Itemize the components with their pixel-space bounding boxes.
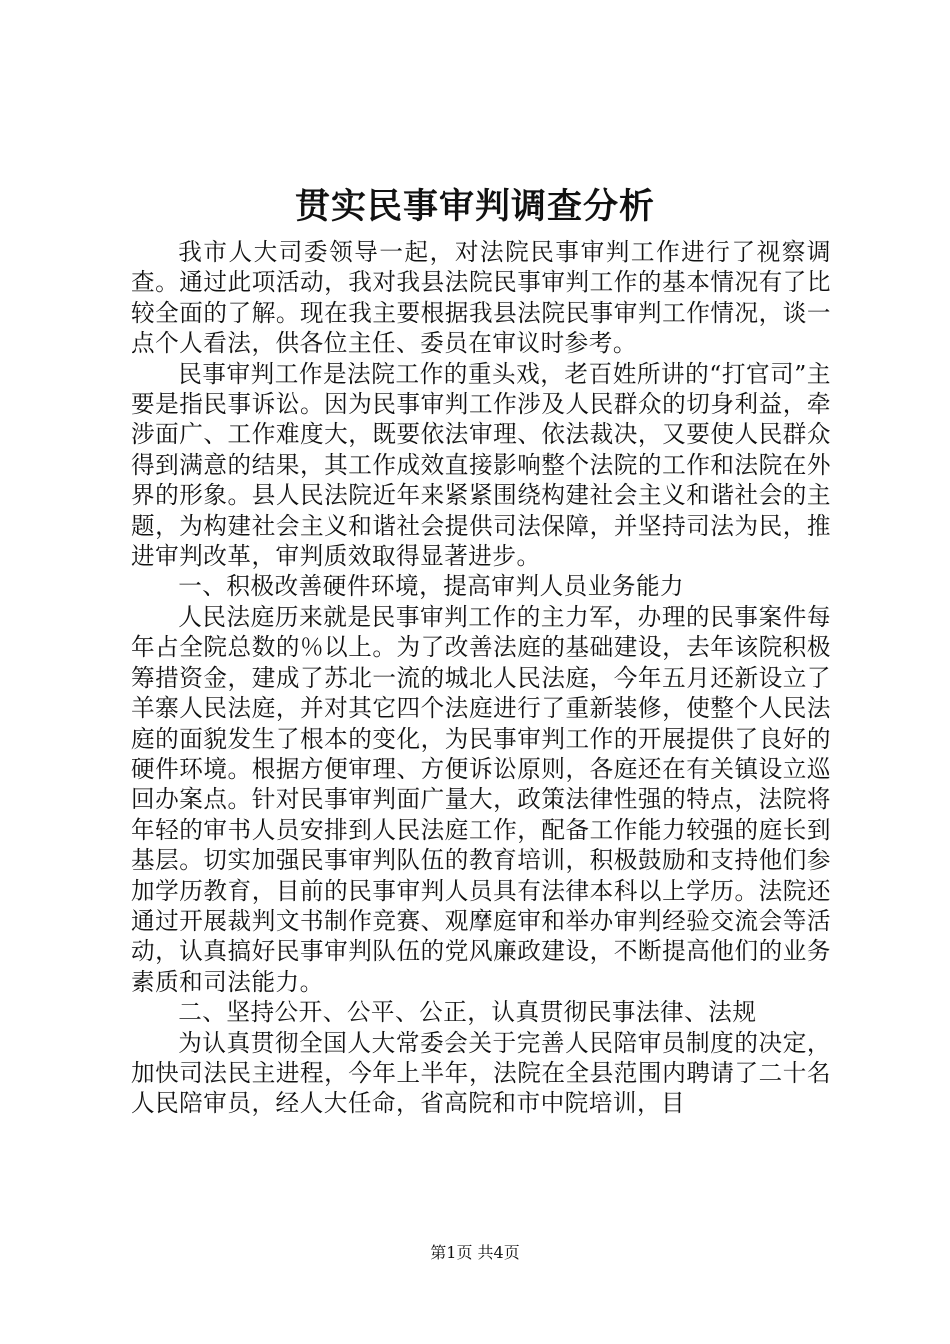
paragraph-section-2: 为认真贯彻全国人大常委会关于完善人民陪审员制度的决定，加快司法民主进程，今年上半年，法院在全县范围内聘请了二十名人民陪审员，经人大任命，省高院和市中院培训，目 — [131, 1028, 831, 1118]
page-footer — [0, 1242, 950, 1264]
paragraph-section-1: 人民法庭历来就是民事审判工作的主力军，办理的民事案件每年占全院总数的％以上。为了改善法庭的基础建设，去年该院积极筹措资金，建成了苏北一流的城北人民法庭，今年五月还新设立了羊寨人民法庭，并对其它四个法庭进行了重新装修，使整个人民法庭的面貌发生了根本的变化，为民事审判工作的开展提供了良好的硬件环境。根据方便审理、方便诉讼原则，各庭还在有关镇设立巡回办案点。针对民事审判面广量大，政策法律性强的特点，法院将年轻的审书人员安排到人民法庭工作，配备工作能力较强的庭长到基层。切实加强民事审判队伍的教育培训，积极鼓励和支持他们参加学历教育，目前的民事审判人员具有法律本科以上学历。法院还通过开展裁判文书制作竞赛、观摩庭审和举办审判经验交流会等活动，认真搞好民事审判队伍的党风廉政建设，不断提高他们的业务素质和司法能力。 — [131, 602, 831, 996]
paragraph-overview: 民事审判工作是法院工作的重头戏，老百姓所讲的“打官司”主要是指民事诉讼。因为民事审判工作涉及人民群众的切身利益，牵涉面广、工作难度大，既要依法审理、依法裁决，又要使人民群众得到满意的结果，其工作成效直接影响整个法院的工作和法院在外界的形象。县人民法院近年来紧紧围绕构建社会主义和谐社会的主题，为构建社会主义和谐社会提供司法保障，并坚持司法为民，推进审判改革，审判质效取得显著进步。 — [131, 359, 831, 571]
paragraph-intro: 我市人大司委领导一起，对法院民事审判工作进行了视察调查。通过此项活动，我对我县法院民事审判工作的基本情况有了比较全面的了解。现在我主要根据我县法院民事审判工作情况，谈一点个人看法，供各位主任、委员在审议时参考。 — [131, 238, 831, 358]
section-heading-1: 一、积极改善硬件环境，提高审判人员业务能力 — [178, 572, 685, 601]
page-total: 共4页 — [477, 1243, 520, 1262]
document-title: 贯实民事审判调查分析 — [294, 186, 655, 227]
page-number: 第1页 — [430, 1243, 473, 1262]
document-body — [131, 237, 831, 1119]
section-heading-2: 二、坚持公开、公平、公正，认真贯彻民事法律、法规 — [178, 998, 757, 1027]
